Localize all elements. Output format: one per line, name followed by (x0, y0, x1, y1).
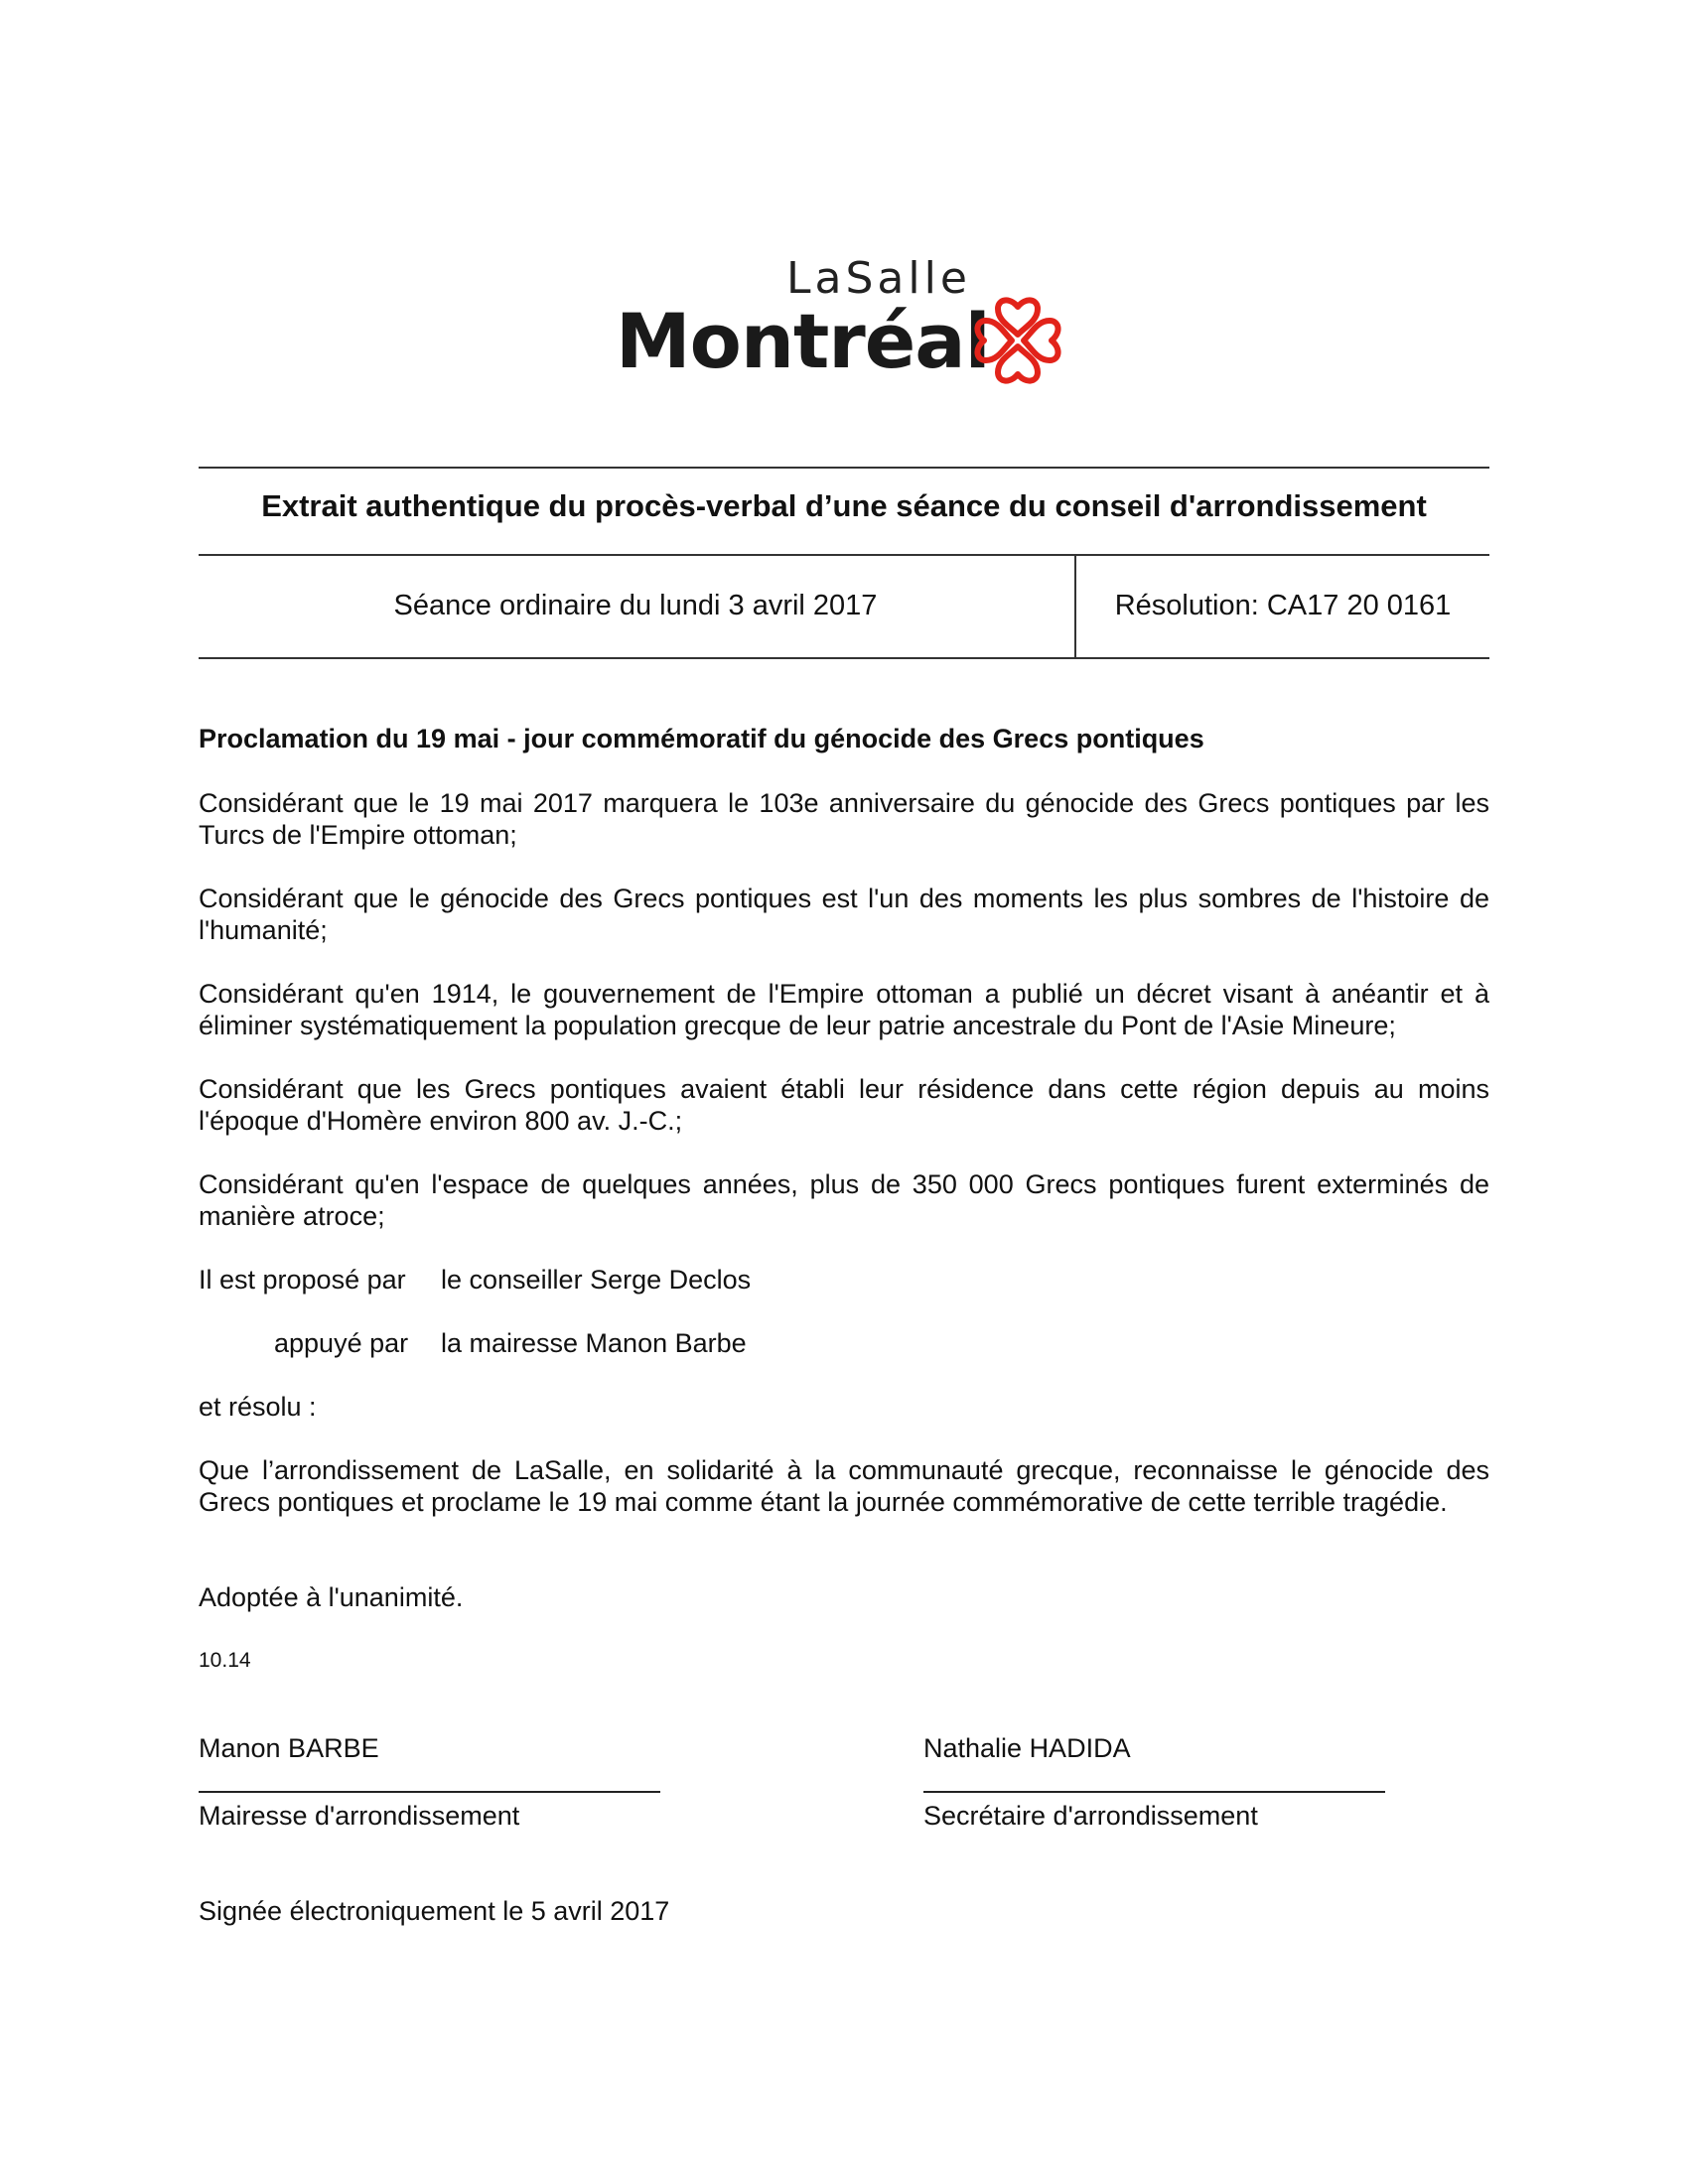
considering-paragraph: Considérant que les Grecs pontiques avaient établi leur résidence dans cette région depuis au moins l'époque d'Homère environ 800 av. J.-C.; (199, 1074, 1489, 1136)
signatory-title-secretary: Secrétaire d'arrondissement (923, 1801, 1258, 1831)
document-title: Extrait authentique du procès-verbal d’une séance du conseil d'arrondissement (261, 488, 1427, 523)
proposed-by-value: le conseiller Serge Declos (441, 1265, 752, 1295)
header-middle-rule (199, 554, 1489, 556)
considering-paragraph: Considérant que le génocide des Grecs pontiques est l'un des moments les plus sombres de l'histoire de l'humanité; (199, 884, 1489, 945)
considering-paragraph: Considérant qu'en l'espace de quelques années, plus de 350 000 Grecs pontiques furent exterminés de manière atroce; (199, 1169, 1489, 1231)
proclamation-heading: Proclamation du 19 mai - jour commémoratif du génocide des Grecs pontiques (199, 724, 1204, 753)
resolution-text: Que l’arrondissement de LaSalle, en solidarité à la communauté grecque, reconnaisse le génocide des Grecs pontiques et proclame le 19 mai comme étant la journée commémorative de cette terrible tragédie. (199, 1455, 1489, 1517)
seconded-by-label: appuyé par (274, 1328, 409, 1358)
seconded-by-value: la mairesse Manon Barbe (441, 1328, 747, 1358)
item-number: 10.14 (199, 1649, 251, 1672)
session-date: Séance ordinaire du lundi 3 avril 2017 (393, 590, 878, 621)
considering-paragraph: Considérant qu'en 1914, le gouvernement de l'Empire ottoman a publié un décret visant à anéantir et à éliminer systématiquement la population grecque de leur patrie ancestrale du Pont de l'Asie Mineure; (199, 979, 1489, 1040)
logo-borough-text: LaSalle (786, 253, 971, 304)
signature-line (199, 1791, 660, 1793)
proposed-by-label: Il est proposé par (199, 1265, 406, 1295)
signature-line (923, 1791, 1385, 1793)
resolution-number: Résolution: CA17 20 0161 (1114, 590, 1452, 621)
signatory-title-mayor: Mairesse d'arrondissement (199, 1801, 520, 1831)
considering-paragraph: Considérant que le 19 mai 2017 marquera le 103e anniversaire du génocide des Grecs pontiques par les Turcs de l'Empire ottoman; (199, 788, 1489, 850)
header-bottom-rule (199, 657, 1489, 659)
montreal-flower-icon (968, 291, 1067, 390)
signatory-name-secretary: Nathalie HADIDA (923, 1733, 1131, 1763)
lasalle-montreal-logo (616, 253, 1082, 402)
logo-city-text: Montréal (616, 297, 990, 385)
adoption-status: Adoptée à l'unanimité. (199, 1582, 464, 1612)
header-top-rule (199, 467, 1489, 469)
electronic-signature-note: Signée électroniquement le 5 avril 2017 (199, 1896, 670, 1926)
resolved-label: et résolu : (199, 1392, 317, 1422)
signatory-name-mayor: Manon BARBE (199, 1733, 379, 1763)
